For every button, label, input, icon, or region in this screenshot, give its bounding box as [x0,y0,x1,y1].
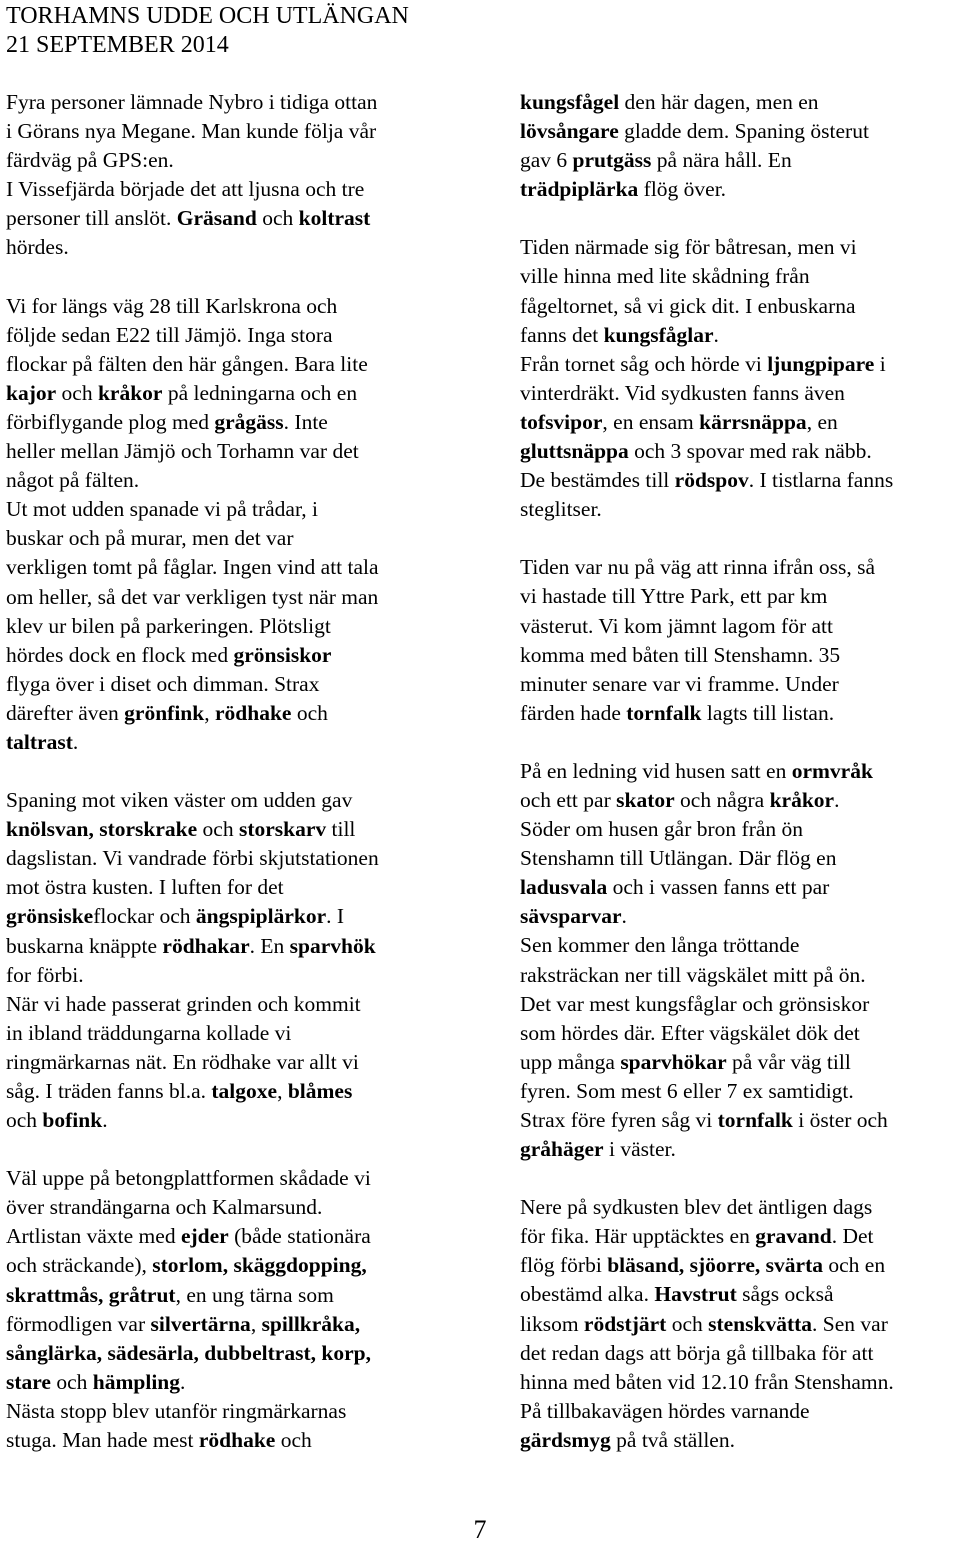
text-line: hördes dock en flock med grönsiskor [6,642,332,667]
species-name: bofink [42,1108,103,1133]
text-line: och bofink. [6,1108,108,1133]
species-name: kärrsnäppa [699,409,807,434]
text-line: hinna med båten vid 12.10 från Stenshamn. [520,1369,894,1394]
text-line: Artlistan växte med ejder (både stationära [6,1224,371,1249]
text-line: obestämd alka. Havstrut sågs också [520,1282,834,1307]
text-line: i Görans nya Megane. Man kunde följa vår [6,119,377,144]
text-line: över strandängarna och Kalmarsund. [6,1195,323,1220]
text-line: västerut. Vi kom jämnt lagom för att [520,613,833,638]
species-name: blåmes [287,1079,353,1103]
species-name: silvertärna [150,1311,251,1336]
species-name: gärdsmyg [520,1427,611,1452]
text-line: Från tornet såg och hörde vi ljungpipare i [520,351,886,376]
text-line: verkligen tomt på fåglar. Ingen vind att tala [6,555,379,580]
paragraph [520,1193,958,1455]
left-column [6,88,448,1455]
species-name: rödstjärt [583,1311,667,1336]
text-line: vinterdräkt. Vid sydkusten fanns även [520,380,845,405]
text-line: Fyra personer lämnade Nybro i tidiga ottan [6,90,378,114]
text-line: därefter även grönfink, rödhake och [6,700,328,725]
text-line: minuter senare var vi framme. Under [520,671,839,696]
text-line: flög förbi bläsand, sjöorre, svärta och en [520,1253,886,1278]
species-name: knölsvan, storskrake [6,817,198,842]
paragraph [6,292,448,758]
text-line: Tiden var nu på väg att rinna ifrån oss, så [520,555,876,580]
species-name: ormvråk [791,758,873,783]
species-name: rödhake [198,1428,276,1453]
text-line: följde sedan E22 till Jämjö. Inga stora [6,322,333,347]
text-line: taltrast. [6,729,79,754]
species-name: grågäss [214,409,284,434]
text-line: som hördes där. Efter vägskälet dök det [520,1020,860,1045]
text-line: ville hinna med lite skådning från [520,264,810,289]
text-line: för fika. Här upptäcktes en gravand. Det [520,1224,874,1249]
paragraph [6,88,448,263]
paragraph [6,1164,448,1455]
text-line: Tiden närmade sig för båtresan, men vi [520,235,857,260]
paragraph [6,786,448,1135]
text-line: Nere på sydkusten blev det äntligen dags [520,1195,873,1220]
text-line: sävsparvar. [520,904,627,929]
species-name: tornfalk [717,1108,793,1132]
species-name: Gräsand [176,206,257,231]
text-line: gluttsnäppa och 3 spovar med rak näbb. [520,439,872,464]
species-name: sparvhökar [620,1049,727,1074]
text-line: gråhäger i väster. [520,1137,676,1162]
page-header [6,2,409,60]
text-line: kajor och kråkor på ledningarna och en [6,380,358,405]
paragraph [520,757,958,1164]
page-number: 7 [473,1515,487,1544]
species-name: trädpiplärka [520,177,639,202]
text-line: kungsfågel den här dagen, men en [520,90,819,114]
species-name: ängspiplärkor [195,904,327,929]
text-line: förmodligen var silvertärna, spillkråka, [6,1311,361,1336]
species-name: Havstrut [654,1282,737,1307]
species-name: stare [6,1369,51,1394]
text-line: upp många sparvhökar på vår väg till [520,1049,851,1074]
species-name: kajor [6,380,57,405]
text-line: Strax före fyren såg vi tornfalk i öster och [520,1108,888,1132]
text-line: komma med båten till Stenshamn. 35 [520,642,841,667]
species-name: kungsfåglar [603,322,714,347]
text-line: vi hastade till Yttre Park, ett par km [520,584,828,609]
text-line: gav 6 prutgäss på nära håll. En [520,148,792,173]
text-line: stuga. Man hade mest rödhake och [6,1428,312,1453]
text-line: De bestämdes till rödspov. I tistlarna fanns [520,468,894,493]
species-name: kråkor [769,787,835,812]
species-name: bläsand, sjöorre, svärta [607,1253,823,1278]
text-line: färden hade tornfalk lagts till listan. [520,700,835,725]
text-line: När vi hade passerat grinden och kommit [6,991,361,1016]
species-name: kråkor [97,380,163,405]
text-line: ladusvala och i vassen fanns ett par [520,875,830,900]
text-line: buskar och på murar, men det var [6,526,294,551]
text-line: Väl uppe på betongplattformen skådade vi [6,1166,371,1191]
species-name: grönsiskor [233,642,332,667]
text-line: I Vissefjärda började det att ljusna och tre [6,177,365,202]
text-line: in ibland träddungarna kollade vi [6,1020,292,1045]
text-line: knölsvan, storskrake och storskarv till [6,817,356,842]
species-name: sävsparvar [520,904,622,929]
text-line: liksom rödstjärt och stenskvätta. Sen var [520,1311,888,1336]
text-line: ringmärkarnas nät. En rödhake var allt vi [6,1049,359,1074]
text-line: mot östra kusten. I luften for det [6,875,284,900]
text-line: förbiflygande plog med grågäss. Inte [6,409,328,434]
text-line: trädpiplärka flög över. [520,177,727,202]
text-line: for förbi. [6,962,84,987]
text-line: heller mellan Jämjö och Torhamn var det [6,439,359,464]
text-line: färdväg på GPS:en. [6,148,174,173]
text-line: Stenshamn till Utlängan. Där flög en [520,846,837,871]
text-line: och ett par skator och några kråkor. [520,787,840,812]
text-line: Vi for längs väg 28 till Karlskrona och [6,293,338,318]
text-line: Nästa stopp blev utanför ringmärkarnas [6,1398,347,1423]
paragraph [520,233,958,524]
text-line [6,1339,448,1368]
species-name: kungsfågel [520,90,620,114]
text-line: något på fälten. [6,468,140,493]
text-line: raksträckan ner till vägskälet mitt på ön. [520,962,866,987]
text-line: På en ledning vid husen satt en ormvråk [520,758,873,783]
text-line: såg. I träden fanns bl.a. talgoxe, blåmes [6,1079,353,1103]
text-line: Sen kommer den långa tröttande [520,933,800,958]
paragraph [520,553,958,728]
species-name: storskarv [238,817,327,842]
text-line: klev ur bilen på parkeringen. Plötsligt [6,613,331,638]
text-line: lövsångare gladde dem. Spaning österut [520,119,869,144]
text-line: stare och hämpling. [6,1369,186,1394]
species-name: tornfalk [626,700,702,725]
text-line: och sträckande), storlom, skäggdopping, [6,1253,367,1278]
text-line: Söder om husen går bron från ön [520,817,804,842]
species-name: rödspov [674,468,749,493]
species-name: taltrast [6,729,73,754]
text-line: flockar på fälten den här gången. Bara lite [6,351,368,376]
text-line: På tillbakavägen hördes varnande [520,1398,810,1423]
species-name: tofsvipor [520,409,603,434]
species-name: hämpling [92,1369,181,1394]
species-name: grönfink [124,700,205,725]
document-title: TORHAMNS UDDE OCH UTLÄNGAN [6,3,409,29]
text-line: Spaning mot viken väster om udden gav [6,788,353,813]
paragraph [520,88,958,204]
species-name: ladusvala [520,875,608,900]
species-name: skrattmås, gråtrut [6,1282,176,1307]
text-line: fågeltornet, så vi gick dit. I enbuskarna [520,293,856,318]
text-line: buskarna knäppte rödhakar. En sparvhök [6,933,376,958]
text-line: steglitser. [520,497,602,522]
species-name: grönsiske [6,904,94,929]
species-name: gravand [755,1224,832,1249]
species-name: rödhakar [162,933,250,958]
text-line: dagslistan. Vi vandrade förbi skjutstationen [6,846,379,871]
text-line: flyga över i diset och dimman. Strax [6,671,320,696]
text-line: personer till anslöt. Gräsand och koltrast [6,206,371,231]
species-name: skator [616,787,675,812]
text-line: Det var mest kungsfåglar och grönsiskor [520,991,870,1016]
text-line: Ut mot udden spanade vi på trådar, i [6,497,318,522]
species-name: gråhäger [520,1137,604,1162]
text-line: hördes. [6,235,69,260]
species-name: talgoxe [211,1079,278,1103]
text-line: gärdsmyg på två ställen. [520,1427,735,1452]
species-name: stenskvätta [708,1311,813,1336]
text-line: tofsvipor, en ensam kärrsnäppa, en [520,409,838,434]
species-name: gluttsnäppa [520,439,629,464]
species-name: sånglärka, sädesärla, dubbeltrast, korp, [6,1340,371,1365]
text-line: om heller, så det var verkligen tyst när man [6,584,379,609]
species-name: prutgäss [572,148,652,173]
text-line: skrattmås, gråtrut, en ung tärna som [6,1282,334,1307]
species-name: ejder [180,1224,229,1249]
species-name: koltrast [298,206,371,231]
species-name: rödhake [214,700,292,725]
document-date: 21 SEPTEMBER 2014 [6,32,229,58]
text-line: grönsiskeflockar och ängspiplärkor. I [6,904,345,929]
species-name: storlom, skäggdopping, [152,1253,367,1278]
text-line: fyren. Som mest 6 eller 7 ex samtidigt. [520,1078,854,1103]
species-name: ljungpipare [767,351,875,376]
species-name: sparvhök [289,933,376,958]
species-name: spillkråka, [261,1311,361,1336]
text-line: det redan dags att börja gå tillbaka för att [520,1340,874,1365]
species-name: lövsångare [520,119,619,144]
right-column [520,88,958,1455]
text-line: fanns det kungsfåglar. [520,322,719,347]
